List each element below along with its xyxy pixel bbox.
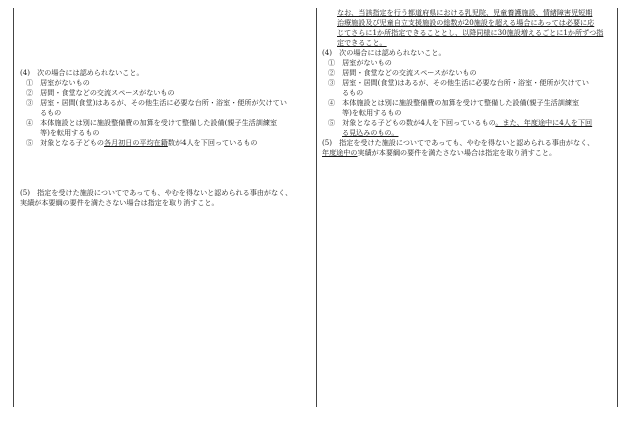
left-section-5: (5) 指定を受けた施設についてであっても、やむを得ないと認められる事由がなく、 — [20, 188, 293, 197]
left-item-5 — [20, 138, 310, 148]
left-item-2: ② 居間・食堂などの交流スペースがないもの — [26, 88, 175, 97]
column-border-left — [13, 8, 14, 407]
left-item-4: ④ 本体施設とは別に施設整備費の加算を受けて整備した設備(親子生活訓練室 — [26, 118, 278, 127]
left-section-5-cont: 実績が本要綱の要件を満たさない場合は指定を取り消すこと。 — [20, 198, 219, 207]
right-item-1: ① 居室がないもの — [328, 58, 392, 67]
right-item-3-cont: るもの — [342, 88, 364, 97]
right-item-5 — [322, 118, 622, 128]
left-item-5-post: 数が4人を下回っているもの — [167, 138, 258, 147]
right-item-5-pre: ⑤ 対象となる子どもの数が4人を下回っているもの — [328, 118, 496, 127]
left-item-3-cont: るもの — [40, 108, 62, 117]
right-item-2: ② 居間・食堂などの交流スペースがないもの — [328, 68, 477, 77]
right-column — [322, 8, 622, 158]
right-note-line-1: なお、当該指定を行う都道府県における乳児院、児童養護施設、情緒障害児短期 — [337, 8, 593, 17]
right-section-5-cont — [322, 148, 622, 158]
left-column — [20, 8, 310, 208]
right-item-3: ③ 居室・居間(食堂)はあるが、その他生活に必要な台所・浴室・便所が欠けてい — [328, 78, 589, 87]
column-divider — [316, 8, 317, 407]
right-item-5-underlined: 。また、年度途中に4人を下回 — [495, 118, 593, 127]
right-section-5-underlined: 年度途中の — [322, 148, 358, 157]
left-item-5-underlined: 各月初日の平均在籍 — [104, 138, 168, 147]
right-item-4-cont: 等)を転用するもの — [342, 108, 402, 117]
left-section-4-title: (4) 次の場合には認められないこと。 — [20, 68, 144, 77]
right-note-line-4: 定できること。 — [337, 38, 387, 47]
right-section-4-title: (4) 次の場合には認められないこと。 — [322, 48, 446, 57]
right-section-5-post: 実績が本要綱の要件を満たさない場合は指定を取り消すこと。 — [357, 148, 557, 157]
right-note-line-3: じてさらに1か所指定できることとし、以降同様に30施設増えるごとに1か所ずつ指 — [337, 28, 604, 37]
right-section-5: (5) 指定を受けた施設についてであっても、やむを得ないと認められる事由がなく、 — [322, 138, 595, 147]
right-note-line-2: 治療施設及び児童自立支援施設の総数が20施設を超える場合にあっては必要に応 — [337, 18, 595, 27]
right-item-5-cont: る見込みのもの。 — [342, 128, 399, 137]
left-item-1: ① 居室がないもの — [26, 78, 90, 87]
left-item-5-pre: ⑤ 対象となる子どもの — [26, 138, 105, 147]
left-item-4-cont: 等)を転用するもの — [40, 128, 100, 137]
left-item-3: ③ 居室・居間(食堂)はあるが、その他生活に必要な台所・浴室・便所が欠けてい — [26, 98, 287, 107]
right-item-4: ④ 本体施設とは別に施設整備費の加算を受けて整備した設備(親子生活訓練室 — [328, 98, 580, 107]
